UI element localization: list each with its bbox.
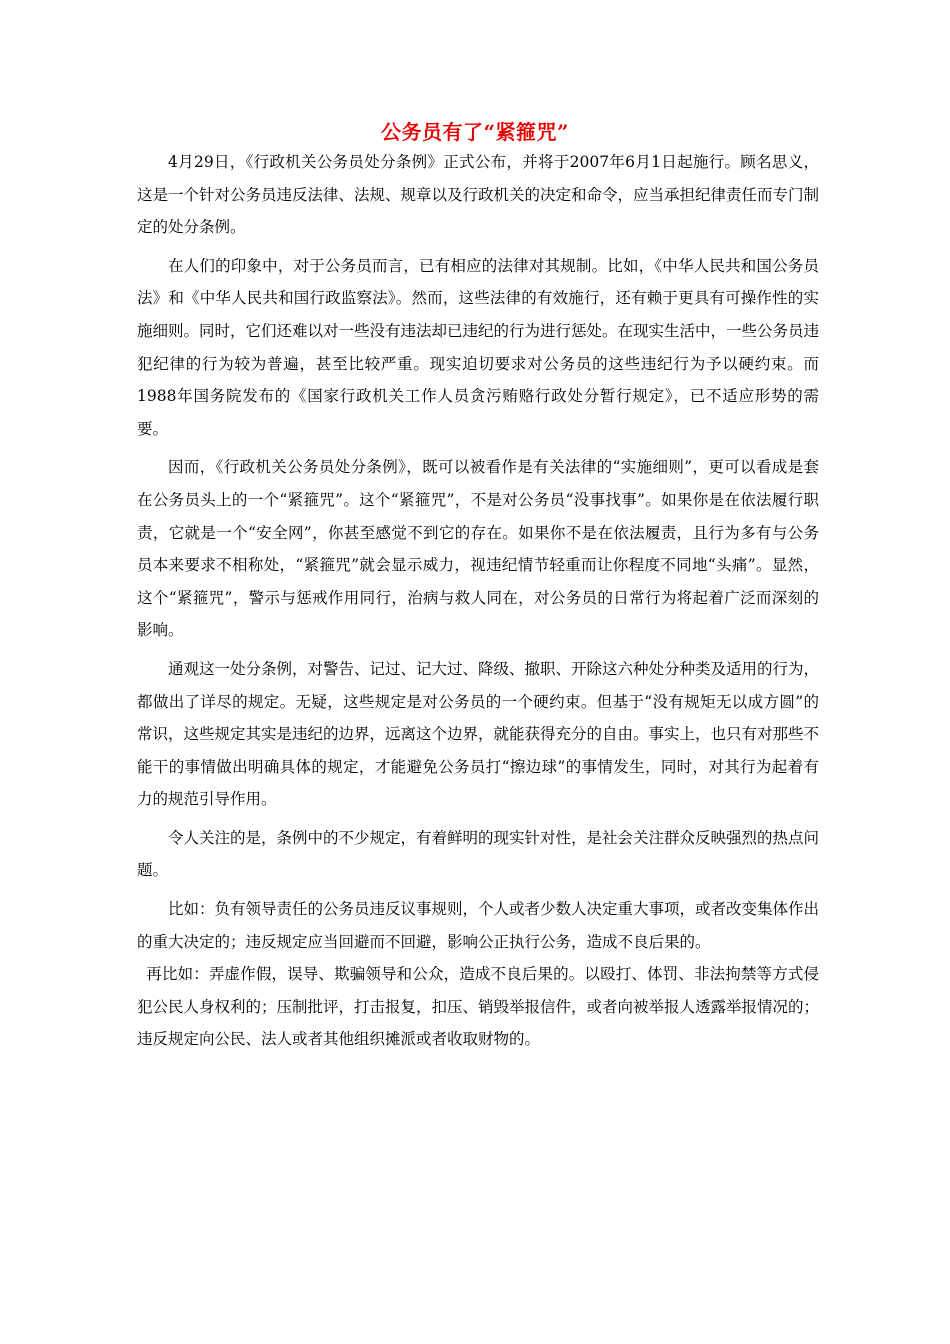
paragraph-4: 通观这一处分条例，对警告、记过、记大过、降级、撤职、开除这六种处分种类及适用的行为，都做出了详尽的规定。无疑，这些规定是对公务员的一个硬约束。但基于“没有规矩无以成方圆”的常识，这些规定其实是违纪的边界，远离这个边界，就能获得充分的自由。事实上，也只有对那些不能干的事情做出明确具体的规定，才能避免公务员打“擦边球”的事情发生，同时，对其行为起着有力的规范引导作用。	[137, 659, 820, 809]
paragraph-1: 4月29日，《行政机关公务员处分条例》正式公布，并将于2007年6月1日起施行。顾名思义，这是一个针对公务员违反法律、法规、规章以及行政机关的决定和命令，应当承担纪律责任而专门制定的处分条例。	[137, 153, 820, 237]
paragraph-6: 比如：负有领导责任的公务员违反议事规则，个人或者少数人决定重大事项，或者改变集体作出的重大决定的；违反规定应当回避而不回避，影响公正执行公务，造成不良后果的。	[137, 900, 820, 951]
paragraph-7: 再比如：弄虚作假，误导、欺骗领导和公众，造成不良后果的。以殴打、体罚、非法拘禁等方式侵犯公民人身权利的；压制批评，打击报复，扣压、销毁举报信件，或者向被举报人透露举报情况的；违反规定向公民、法人或者其他组织摊派或者收取财物的。	[137, 965, 820, 1049]
paragraph-3: 因而，《行政机关公务员处分条例》，既可以被看作是有关法律的“实施细则”，更可以看成是套在公务员头上的一个“紧箍咒”。这个“紧箍咒”，不是对公务员“没事找事”。如果你是在依法履行职责，它就是一个“安全网”，你甚至感觉不到它的存在。如果你不是在依法履责，且行为多有与公务员本来要求不相称处，“紧箍咒”就会显示威力，视违纪情节轻重而让你程度不同地“头痛”。显然，这个“紧箍咒”，警示与惩戒作用同行，治病与救人同在，对公务员的日常行为将起着广泛而深刻的影响。	[137, 458, 819, 640]
document-title: 公务员有了“紧箍咒”	[380, 120, 569, 144]
paragraph-2: 在人们的印象中，对于公务员而言，已有相应的法律对其规制。比如，《中华人民共和国公务员法》和《中华人民共和国行政监察法》。然而，这些法律的有效施行，还有赖于更具有可操作性的实施细则。同时，它们还难以对一些没有违法却已违纪的行为进行惩处。在现实生活中，一些公务员违犯纪律的行为较为普遍，甚至比较严重。现实迫切要求对公务员的这些违纪行为予以硬约束。而1988年国务院发布的《国家行政机关工作人员贪污贿赂行政处分暂行规定》，已不适应形势的需要。	[137, 256, 820, 438]
paragraph-5: 令人关注的是，条例中的不少规定，有着鲜明的现实针对性，是社会关注群众反映强烈的热点问题。	[137, 828, 820, 880]
document-body	[137, 146, 819, 1056]
